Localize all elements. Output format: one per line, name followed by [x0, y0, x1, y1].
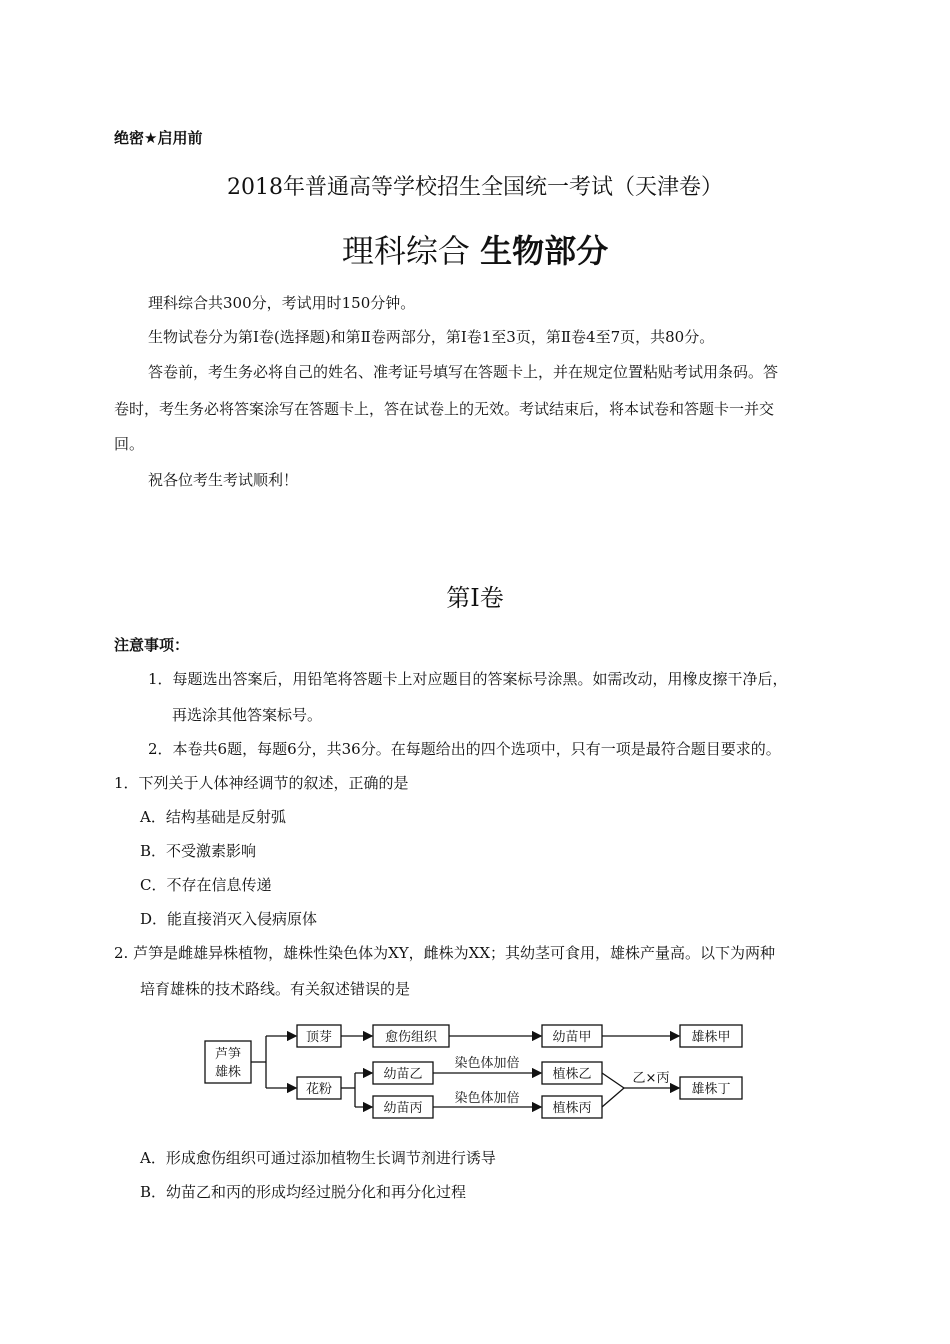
intro-line-4: 祝各位考生考试顺利！: [148, 471, 299, 489]
q1-option-a: A．结构基础是反射弧: [140, 808, 286, 826]
note-2: 2．本卷共6题，每题6分，共36分。在每题给出的四个选项中，只有一项是最符合题目要求的。: [148, 740, 781, 758]
confidential-mark: 绝密★启用前: [114, 129, 203, 147]
q2-stem-a: 2. 芦笋是雌雄异株植物，雄株性染色体为XY，雌株为XX；其幼茎可食用，雄株产量高。以下为两种: [114, 944, 776, 962]
label-doubling-2: 染色体加倍: [454, 1091, 520, 1106]
q1-option-c: C．不存在信息传递: [140, 876, 272, 894]
label-plant-yi: 植株乙: [552, 1067, 592, 1082]
intro-line-3c: 回。: [114, 435, 145, 453]
intro-line-3b: 卷时，考生务必将答案涂写在答题卡上，答在试卷上的无效。考试结束后，将本试卷和答题卡一并交: [114, 400, 775, 418]
intro-line-3a: 答卷前，考生务必将自己的姓名、准考证号填写在答题卡上，并在规定位置粘贴考试用条码。答: [148, 363, 779, 381]
label-bud: 顶芽: [305, 1030, 333, 1045]
label-plant-bing: 植株丙: [552, 1101, 592, 1116]
q2-stem-b: 培育雄株的技术路线。有关叙述错误的是: [140, 980, 411, 998]
q1-option-d: D．能直接消灭入侵病原体: [140, 910, 318, 928]
label-cross: 乙×丙: [632, 1071, 670, 1086]
exam-title: 2018年普通高等学校招生全国统一考试（天津卷）: [227, 175, 723, 200]
label-male-jia: 雄株甲: [691, 1030, 731, 1045]
q1-option-b: B．不受激素影响: [140, 842, 257, 860]
notice-heading: 注意事项：: [114, 636, 190, 654]
subject-prefix: 理科综合: [341, 232, 470, 270]
label-start-1: 芦笋: [214, 1047, 242, 1062]
note-1a: 1．每题选出答案后，用铅笔将答题卡上对应题目的答案标号涂黑。如需改动，用橡皮擦干净后，: [148, 670, 788, 688]
section-title: 第Ⅰ卷: [446, 584, 504, 612]
q2-option-a: A．形成愈伤组织可通过添加植物生长调节剂进行诱导: [140, 1149, 496, 1167]
label-seedling-bing: 幼苗丙: [383, 1101, 423, 1116]
label-seedling-jia: 幼苗甲: [552, 1030, 592, 1045]
label-callus: 愈伤组织: [384, 1030, 438, 1045]
q1-stem: 1．下列关于人体神经调节的叙述，正确的是: [114, 774, 409, 792]
intro-line-1: 理科综合共300分，考试用时150分钟。: [148, 294, 416, 312]
label-doubling-1: 染色体加倍: [454, 1056, 520, 1071]
label-male-ding: 雄株丁: [691, 1082, 731, 1097]
label-start-2: 雄株: [214, 1065, 242, 1080]
subject-bold: 生物部分: [480, 232, 609, 270]
label-pollen: 花粉: [305, 1082, 333, 1097]
q2-option-b: B．幼苗乙和丙的形成均经过脱分化和再分化过程: [140, 1183, 467, 1201]
subject-title: [0, 226, 950, 272]
note-1b: 再选涂其他答案标号。: [172, 706, 323, 724]
breeding-flowchart: [200, 1016, 760, 1128]
label-seedling-yi: 幼苗乙: [383, 1067, 423, 1082]
intro-line-2: 生物试卷分为第Ⅰ卷(选择题)和第Ⅱ卷两部分，第Ⅰ卷1至3页，第Ⅱ卷4至7页，共80分。: [148, 328, 715, 346]
